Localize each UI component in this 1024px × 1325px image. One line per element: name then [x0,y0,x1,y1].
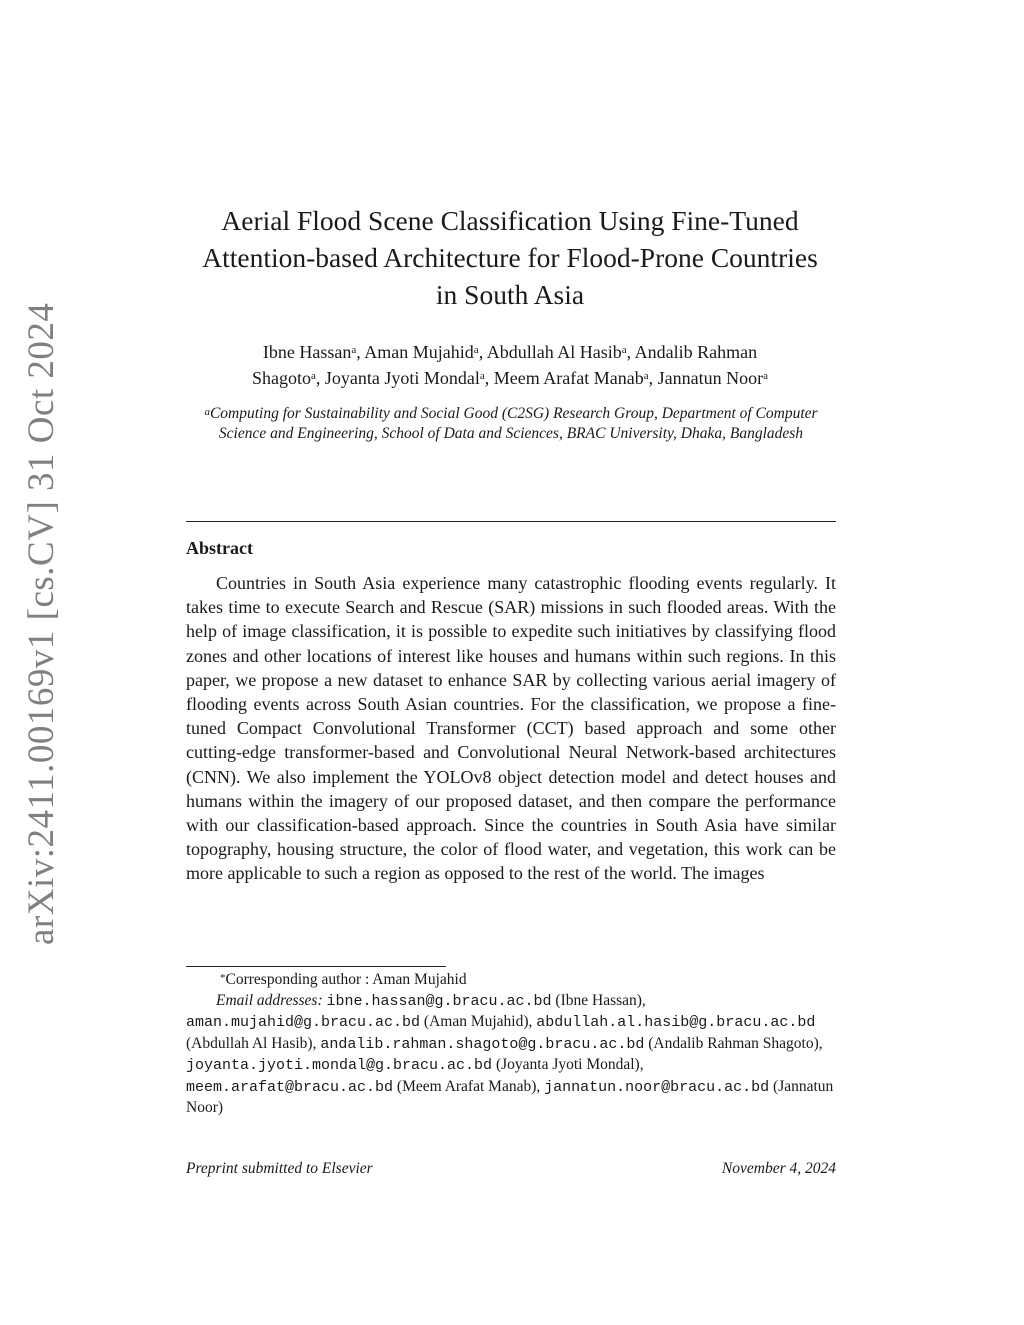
author-name: Aman Mujahid [364,342,474,362]
affiliation-marker: a [763,370,768,382]
email-link[interactable]: abdullah.al.hasib@g.bracu.ac.bd [536,1014,816,1031]
email-link[interactable]: ibne.hassan@g.bracu.ac.bd [326,992,552,1010]
paper-title [150,202,870,313]
email-owner: (Abdullah Al Hasib), [186,1034,317,1052]
email-owner: (Joyanta Jyoti Mondal), [495,1056,644,1073]
corresponding-marker: * [220,972,226,984]
affiliation-text: Computing for Sustainability and Social Good (C2SG) Research Group, Department of Computer Science and Engineering, School of Data and Sciences, BRAC University, Dhaka, Bangladesh [209,405,818,442]
affiliation-marker: a [473,344,479,356]
affiliation-marker: a [351,344,357,356]
author-name-part: Andalib Rahman [634,342,758,362]
email-link[interactable]: andalib.rahman.shagoto@g.bracu.ac.bd [320,1035,645,1053]
title-line: Aerial Flood Scene Classification Using Fine-Tuned [221,205,799,236]
footnote [186,970,836,1119]
affiliation-marker: a [479,370,485,382]
email-link[interactable]: aman.mujahid@g.bracu.ac.bd [186,1014,421,1031]
author-list: Ibne Hassan$^a$, Aman Mujahid$^a$, Abdullah Al Hasib$^a$, Andalib Rahman Shagoto$^a$, Joyanta Jyoti Mondal$^a$, Meem Arafat Manab$^a$, Jannatun Noor$^a$ [251,342,768,388]
section-divider [186,521,836,522]
email-link[interactable]: meem.arafat@bracu.ac.bd [186,1078,394,1096]
email-link[interactable]: joyanta.jyoti.mondal@g.bracu.ac.bd [186,1057,493,1074]
affiliation-marker: a [311,370,316,382]
author-name-part: Shagoto [251,368,311,388]
title-line: in South Asia [435,279,585,310]
affiliation-marker: a [643,370,649,382]
footnote-divider [186,966,446,967]
submission-date: November 4, 2024 [721,1160,836,1177]
abstract-text: Countries in South Asia experience many catastrophic flooding events regularly. It takes time to execute Search and Rescue (SAR) missions in such flooded areas. With the help of image classification, it is possible to expedite such initiatives by classifying flood zones and other locations of interest like houses and humans within such regions. In this paper, we propose a new dataset to enhance SAR by collecting various aerial imagery of flooding events across South Asian countries. For the classification, we propose a fine-tuned Compact Convolutional Transformer (CCT) based approach and some other cutting-edge transformer-based and Convolutional Neural Network-based architectures (CNN). We also implement the YOLOv8 object detection model and detect houses and humans within the imagery of our proposed dataset, and then compare the performance with our classification-based approach. Since the countries in South Asia have similar topography, housing structure, the color of flood water, and vegetation, this work can be more applicable to such a region as opposed to the rest of the world. The images [186,573,836,884]
email-owner: (Ibne Hassan), [555,991,646,1009]
author-name: Meem Arafat Manab [493,368,644,388]
affiliation-marker: a [204,406,210,418]
corresponding-author: Corresponding author : Aman Mujahid [225,971,467,988]
email-owner: (Aman Mujahid), [423,1013,533,1030]
title-line: Attention-based Architecture for Flood-Prone Countries [202,242,818,273]
author-name: Abdullah Al Hasib [486,342,622,362]
email-owner: (Meem Arafat Manab), [396,1077,541,1095]
author-name: Ibne Hassan [262,342,352,362]
preprint-notice: Preprint submitted to Elsevier [186,1160,373,1177]
email-owner: (Jannatun Noor) [186,1077,834,1116]
email-owner: (Andalib Rahman Shagoto), [648,1034,823,1052]
affiliation-marker: a [621,344,627,356]
author-name: Joyanta Jyoti Mondal [324,368,480,388]
author-name: Jannatun Noor [657,368,764,388]
email-link[interactable]: jannatun.noor@bracu.ac.bd [544,1078,770,1096]
affiliation [186,404,836,444]
abstract-heading: Abstract [186,538,253,558]
arxiv-identifier: arXiv:2411.00169v1 [cs.CV] 31 Oct 2024 [21,302,62,945]
email-label: Email addresses: [216,991,323,1009]
